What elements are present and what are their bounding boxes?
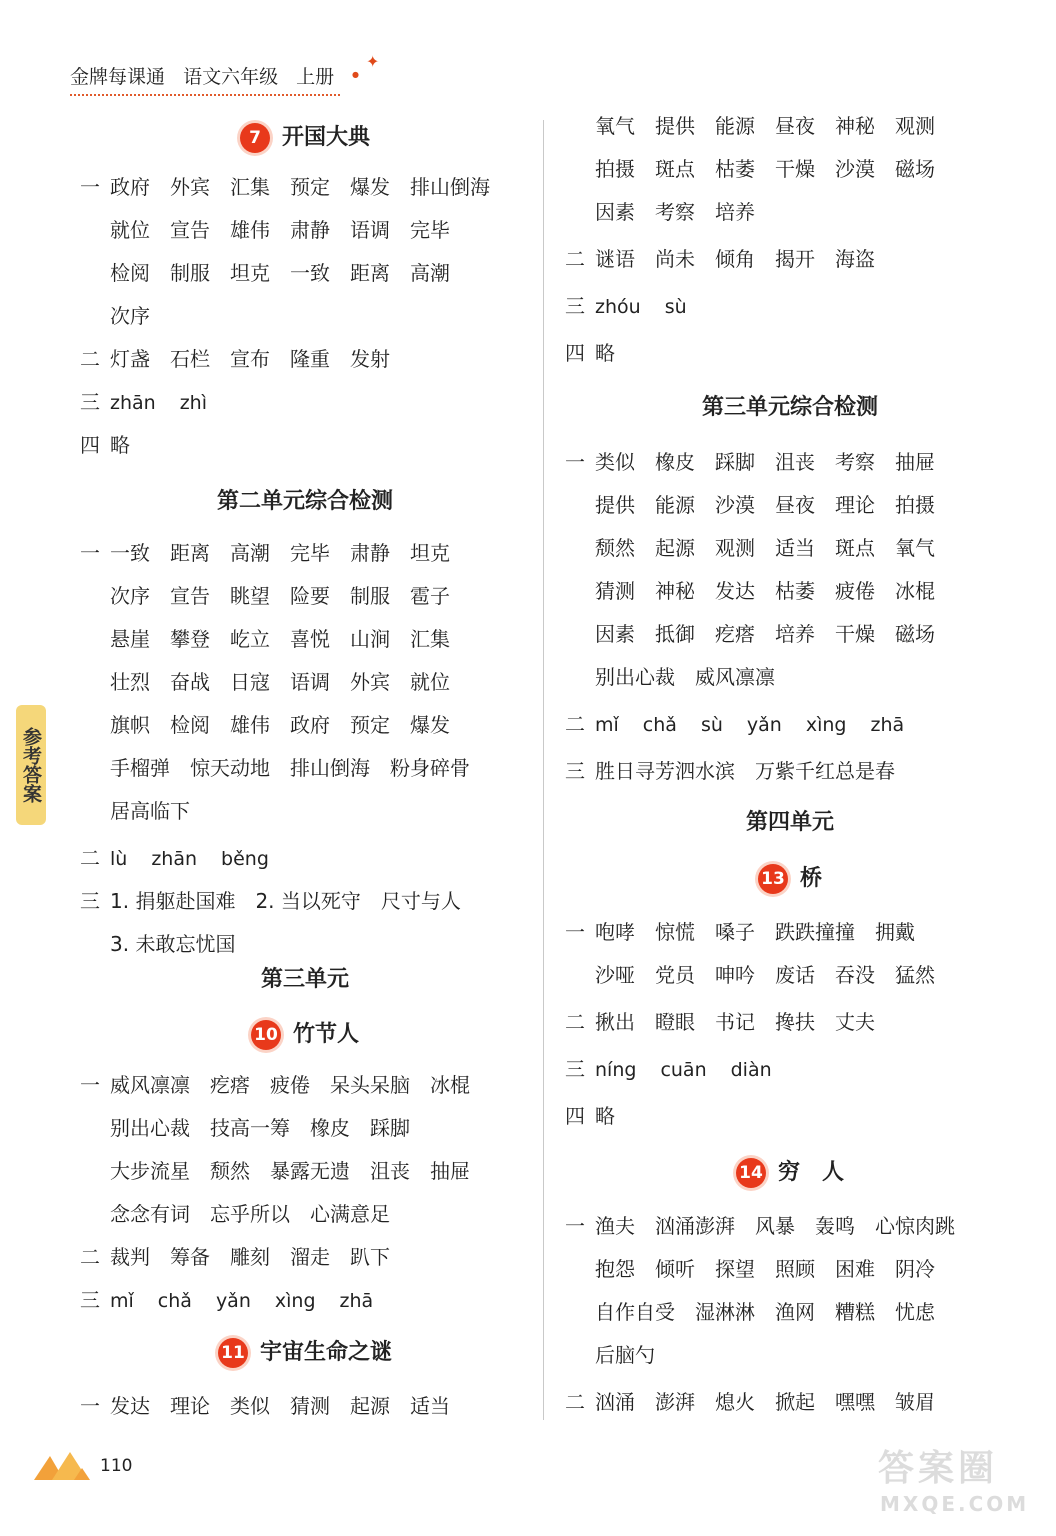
answer-word: 沙漠 — [835, 157, 875, 181]
watermark-logo: 答案圈 — [878, 1448, 999, 1489]
section-14 — [565, 1150, 1015, 1194]
question-number: 三 — [80, 1288, 100, 1312]
answer-word: 颓然 — [595, 536, 635, 560]
question-number: 三 — [565, 294, 585, 318]
answer-word: 困难 — [835, 1257, 875, 1281]
answer-word: 坦克 — [410, 541, 450, 565]
answer-word: 党员 — [655, 963, 695, 987]
answer-word: 心满意足 — [310, 1202, 390, 1226]
s11-answers — [80, 1385, 530, 1428]
question-number: 一 — [80, 175, 100, 199]
answer-text: 1. 捐躯赴国难 — [110, 889, 236, 913]
answer-word: 居高临下 — [110, 799, 190, 823]
pinyin-answer: lù — [110, 848, 128, 870]
answer-word: 抵御 — [655, 622, 695, 646]
answer-word: 宣告 — [170, 218, 210, 242]
answer-word: 探望 — [715, 1257, 755, 1281]
answer-word: 攀登 — [170, 627, 210, 651]
question-number: 二 — [80, 347, 100, 371]
answer-word: 别出心裁 — [110, 1116, 190, 1140]
answer-word: 拍摄 — [895, 493, 935, 517]
answer-word: 宣告 — [170, 584, 210, 608]
answer-word: 谜语 — [595, 247, 635, 271]
answer-word: 次序 — [110, 304, 150, 328]
answer-word: 枯萎 — [775, 579, 815, 603]
answer-word: 抽屉 — [895, 450, 935, 474]
answer-word: 肃静 — [350, 541, 390, 565]
answer-word: 理论 — [835, 493, 875, 517]
section-title: 宇宙生命之谜 — [259, 1340, 392, 1365]
answer-word: 适当 — [410, 1394, 450, 1418]
answer-word: 神秘 — [655, 579, 695, 603]
answer-word: 适当 — [775, 536, 815, 560]
answer-word: 日寇 — [230, 670, 270, 694]
answer-word: 后脑勺 — [595, 1343, 655, 1367]
s13-answers — [565, 911, 1015, 1138]
answer-word: 距离 — [350, 261, 390, 285]
answer-word: 抱怨 — [595, 1257, 635, 1281]
answer-word: 能源 — [715, 114, 755, 138]
pinyin-answer: chǎ — [157, 1290, 192, 1312]
answer-word: 咆哮 — [595, 920, 635, 944]
answer-word: 汹涌澎湃 — [655, 1214, 735, 1238]
answer-word: 石栏 — [170, 347, 210, 371]
answer-word: 就位 — [410, 670, 450, 694]
answer-word: 制服 — [170, 261, 210, 285]
answer-word: 筹备 — [170, 1245, 210, 1269]
pinyin-answer: zhā — [870, 714, 905, 736]
question-number: 二 — [80, 1245, 100, 1269]
answer-word: 屹立 — [230, 627, 270, 651]
pinyin-answer: mǐ — [595, 714, 619, 736]
answer-word: 尚未 — [655, 247, 695, 271]
answer-word: 皱眉 — [895, 1390, 935, 1414]
answer-word: 外宾 — [350, 670, 390, 694]
answer-word: 观测 — [895, 114, 935, 138]
pinyin-answer: běng — [221, 848, 269, 870]
answer-word: 念念有词 — [110, 1202, 190, 1226]
lesson-number-badge: 11 — [218, 1338, 248, 1368]
answer-word: 踩脚 — [715, 450, 755, 474]
question-number: 二 — [80, 846, 100, 870]
question-number: 一 — [80, 541, 100, 565]
pinyin-answer: zhì — [179, 392, 207, 414]
answer-word: 昼夜 — [775, 114, 815, 138]
answer-word: 磁场 — [895, 157, 935, 181]
answer-word: 完毕 — [290, 541, 330, 565]
mountain-decoration-icon — [34, 1448, 96, 1488]
answer-word: 裁判 — [110, 1245, 150, 1269]
answer-word: 肃静 — [290, 218, 330, 242]
pinyin-answer: yǎn — [215, 1290, 251, 1312]
question-number: 三 — [565, 1057, 585, 1081]
answer-word: 汇集 — [410, 627, 450, 651]
answer-word: 趴下 — [350, 1245, 390, 1269]
subject-title: 语文六年级 — [183, 66, 279, 88]
answer-word: 别出心裁 — [595, 665, 675, 689]
answer-word: 吞没 — [835, 963, 875, 987]
lesson-number-badge: 13 — [758, 864, 788, 894]
answer-word: 因素 — [595, 200, 635, 224]
answer-word: 检阅 — [110, 261, 150, 285]
question-number: 四 — [80, 433, 100, 457]
answer-word: 磁场 — [895, 622, 935, 646]
s7-q1 — [80, 166, 530, 467]
answer-word: 考察 — [655, 200, 695, 224]
answer-word: 语调 — [290, 670, 330, 694]
answer-word: 丈夫 — [835, 1010, 875, 1034]
answer-word: 忘乎所以 — [210, 1202, 290, 1226]
question-number: 一 — [80, 1073, 100, 1097]
answer-text: 略 — [110, 433, 130, 457]
answer-word: 猛然 — [895, 963, 935, 987]
answer-word: 嘿嘿 — [835, 1390, 875, 1414]
answer-word: 灯盏 — [110, 347, 150, 371]
question-number: 一 — [80, 1394, 100, 1418]
answer-word: 汇集 — [230, 175, 270, 199]
answer-word: 威风凛凛 — [695, 665, 775, 689]
pinyin-answer: zhān — [110, 392, 156, 414]
question-number: 二 — [565, 712, 585, 736]
answer-word: 粉身碎骨 — [390, 756, 470, 780]
answer-word: 神秘 — [835, 114, 875, 138]
answer-word: 排山倒海 — [410, 175, 490, 199]
section-10 — [80, 1012, 530, 1056]
s14-answers — [565, 1205, 1015, 1424]
question-number: 一 — [565, 1214, 585, 1238]
answer-word: 糟糕 — [835, 1300, 875, 1324]
question-number: 一 — [565, 920, 585, 944]
answer-word: 外宾 — [170, 175, 210, 199]
answer-word: 坦克 — [230, 261, 270, 285]
answer-word: 眺望 — [230, 584, 270, 608]
section-13 — [565, 856, 1015, 900]
answer-word: 奋战 — [170, 670, 210, 694]
answer-word: 威风凛凛 — [110, 1073, 190, 1097]
answer-word: 爆发 — [410, 713, 450, 737]
pinyin-answer: mǐ — [110, 1290, 134, 1312]
answer-word: 隆重 — [290, 347, 330, 371]
answer-word: 干燥 — [775, 157, 815, 181]
answer-word: 枯萎 — [715, 157, 755, 181]
question-number: 四 — [565, 341, 585, 365]
answer-text: 万紫千红总是春 — [755, 759, 895, 783]
answer-word: 猜测 — [290, 1394, 330, 1418]
unit2-test-title — [80, 480, 530, 524]
unit4-title — [565, 801, 1015, 845]
answer-word: 跌跌撞撞 — [775, 920, 855, 944]
answer-word: 拍摄 — [595, 157, 635, 181]
answer-word: 制服 — [350, 584, 390, 608]
pinyin-answer: sù — [700, 714, 723, 736]
answer-word: 惊慌 — [655, 920, 695, 944]
answer-word: 政府 — [290, 713, 330, 737]
question-number: 三 — [565, 759, 585, 783]
answer-word: 悬崖 — [110, 627, 150, 651]
pinyin-answer: chǎ — [642, 714, 677, 736]
answer-word: 澎湃 — [655, 1390, 695, 1414]
lesson-number-badge: 14 — [736, 1158, 766, 1188]
pinyin-answer: zhóu — [595, 296, 641, 318]
answer-word: 拥戴 — [875, 920, 915, 944]
unit3-title — [80, 958, 530, 1002]
section-7 — [80, 115, 530, 159]
unit-title: 第四单元 — [745, 810, 834, 835]
answer-word: 雄伟 — [230, 713, 270, 737]
unit-title: 第三单元 — [260, 967, 349, 992]
answer-word: 汹涌 — [595, 1390, 635, 1414]
answer-word: 呆头呆脑 — [330, 1073, 410, 1097]
answer-word: 忧虑 — [895, 1300, 935, 1324]
answer-word: 倾听 — [655, 1257, 695, 1281]
answer-word: 昼夜 — [775, 493, 815, 517]
section-11 — [80, 1330, 530, 1374]
answer-word: 高潮 — [410, 261, 450, 285]
section-title: 开国大典 — [281, 125, 370, 150]
answer-word: 发射 — [350, 347, 390, 371]
answer-word: 阴冷 — [895, 1257, 935, 1281]
answer-word: 揪出 — [595, 1010, 635, 1034]
answer-word: 废话 — [775, 963, 815, 987]
pinyin-answer: zhā — [339, 1290, 374, 1312]
question-number: 二 — [565, 1010, 585, 1034]
pinyin-answer: diàn — [730, 1059, 772, 1081]
answer-word: 培养 — [715, 200, 755, 224]
answer-word: 溜走 — [290, 1245, 330, 1269]
pinyin-answer: cuān — [660, 1059, 707, 1081]
answer-word: 橡皮 — [655, 450, 695, 474]
answer-word: 疙瘩 — [210, 1073, 250, 1097]
section-title: 第二单元综合检测 — [216, 489, 393, 514]
answer-word: 因素 — [595, 622, 635, 646]
answer-word: 疲倦 — [835, 579, 875, 603]
answer-word: 类似 — [595, 450, 635, 474]
answer-word: 沙漠 — [715, 493, 755, 517]
answer-word: 就位 — [110, 218, 150, 242]
answer-word: 旗帜 — [110, 713, 150, 737]
answer-word: 能源 — [655, 493, 695, 517]
book-title: 金牌每课通 — [70, 66, 166, 88]
lesson-number-badge: 10 — [251, 1020, 281, 1050]
answer-word: 轰鸣 — [815, 1214, 855, 1238]
question-number: 二 — [565, 247, 585, 271]
answer-word: 熄火 — [715, 1390, 755, 1414]
answer-word: 类似 — [230, 1394, 270, 1418]
answer-word: 政府 — [110, 175, 150, 199]
s10-answers — [80, 1064, 530, 1322]
pinyin-answer: xìng — [805, 714, 847, 736]
answer-word: 心惊肉跳 — [875, 1214, 955, 1238]
u3-test-answers — [565, 441, 1015, 793]
pinyin-answer: zhān — [151, 848, 198, 870]
u2-answers — [80, 532, 530, 966]
sparkle-small-icon: ● — [352, 70, 359, 79]
section-title: 桥 — [799, 866, 822, 891]
answer-word: 起源 — [655, 536, 695, 560]
column-divider — [543, 120, 544, 1420]
side-tab-answers: 参考答案 — [16, 705, 46, 825]
answer-word: 呻吟 — [715, 963, 755, 987]
answer-word: 预定 — [290, 175, 330, 199]
answer-word: 险要 — [290, 584, 330, 608]
answer-word: 爆发 — [350, 175, 390, 199]
answer-word: 理论 — [170, 1394, 210, 1418]
answer-word: 橡皮 — [310, 1116, 350, 1140]
s11-continued — [565, 105, 1015, 375]
answer-text: 2. 当以死守 — [255, 889, 361, 913]
answer-word: 距离 — [170, 541, 210, 565]
sparkle-icon: ✦ — [366, 52, 380, 71]
answer-word: 沮丧 — [775, 450, 815, 474]
answer-word: 瞪眼 — [655, 1010, 695, 1034]
volume-title: 上册 — [296, 66, 335, 88]
answer-word: 疙瘩 — [715, 622, 755, 646]
answer-word: 宣布 — [230, 347, 270, 371]
answer-text: 尺寸与人 — [380, 889, 461, 913]
answer-word: 发达 — [110, 1394, 150, 1418]
answer-word: 揭开 — [775, 247, 815, 271]
answer-word: 技高一筹 — [210, 1116, 290, 1140]
answer-word: 沮丧 — [370, 1159, 410, 1183]
answer-text: 略 — [595, 1104, 615, 1128]
answer-word: 发达 — [715, 579, 755, 603]
pinyin-answer: níng — [595, 1059, 637, 1081]
watermark-url: MXQE.COM — [880, 1492, 1030, 1516]
answer-word: 沙哑 — [595, 963, 635, 987]
answer-text: 3. 未敢忘忧国 — [110, 932, 236, 956]
answer-word: 大步流星 — [110, 1159, 190, 1183]
page-header — [70, 62, 334, 89]
answer-word: 次序 — [110, 584, 150, 608]
unit3-test-title — [565, 386, 1015, 430]
answer-word: 嗓子 — [715, 920, 755, 944]
answer-word: 斑点 — [655, 157, 695, 181]
answer-word: 排山倒海 — [290, 756, 370, 780]
answer-word: 掀起 — [775, 1390, 815, 1414]
answer-word: 倾角 — [715, 247, 755, 271]
answer-word: 渔夫 — [595, 1214, 635, 1238]
answer-word: 山涧 — [350, 627, 390, 651]
answer-word: 手榴弹 — [110, 756, 170, 780]
answer-word: 观测 — [715, 536, 755, 560]
pinyin-answer: xìng — [274, 1290, 316, 1312]
page-number: 110 — [100, 1456, 133, 1476]
answer-word: 检阅 — [170, 713, 210, 737]
answer-word: 完毕 — [410, 218, 450, 242]
pinyin-answer: sù — [664, 296, 687, 318]
answer-word: 高潮 — [230, 541, 270, 565]
answer-text: 略 — [595, 341, 615, 365]
answer-word: 干燥 — [835, 622, 875, 646]
section-title: 竹节人 — [292, 1022, 359, 1047]
answer-word: 踩脚 — [370, 1116, 410, 1140]
answer-word: 语调 — [350, 218, 390, 242]
answer-word: 湿淋淋 — [695, 1300, 755, 1324]
answer-word: 惊天动地 — [190, 756, 270, 780]
question-number: 一 — [565, 450, 585, 474]
lesson-number-badge: 7 — [240, 123, 270, 153]
answer-word: 提供 — [595, 493, 635, 517]
answer-word: 一致 — [110, 541, 150, 565]
question-number: 四 — [565, 1104, 585, 1128]
answer-word: 书记 — [715, 1010, 755, 1034]
question-number: 三 — [80, 889, 100, 913]
answer-word: 预定 — [350, 713, 390, 737]
question-number: 三 — [80, 390, 100, 414]
answer-word: 暴露无遗 — [270, 1159, 350, 1183]
answer-word: 考察 — [835, 450, 875, 474]
section-title: 第三单元综合检测 — [701, 395, 878, 420]
answer-word: 颓然 — [210, 1159, 250, 1183]
answer-word: 冰棍 — [430, 1073, 470, 1097]
section-title: 穷 人 — [777, 1160, 844, 1185]
answer-word: 冰棍 — [895, 579, 935, 603]
answer-word: 搀扶 — [775, 1010, 815, 1034]
answer-word: 猜测 — [595, 579, 635, 603]
answer-word: 渔网 — [775, 1300, 815, 1324]
pinyin-answer: yǎn — [746, 714, 782, 736]
answer-word: 起源 — [350, 1394, 390, 1418]
answer-word: 自作自受 — [595, 1300, 675, 1324]
answer-word: 雕刻 — [230, 1245, 270, 1269]
header-underline — [70, 94, 340, 96]
answer-word: 氧气 — [595, 114, 635, 138]
answer-word: 一致 — [290, 261, 330, 285]
answer-word: 雄伟 — [230, 218, 270, 242]
answer-word: 培养 — [775, 622, 815, 646]
answer-word: 抽屉 — [430, 1159, 470, 1183]
answer-word: 海盗 — [835, 247, 875, 271]
answer-word: 斑点 — [835, 536, 875, 560]
answer-word: 喜悦 — [290, 627, 330, 651]
question-number: 二 — [565, 1390, 585, 1414]
answer-word: 提供 — [655, 114, 695, 138]
answer-text: 胜日寻芳泗水滨 — [595, 759, 735, 783]
answer-word: 照顾 — [775, 1257, 815, 1281]
answer-word: 疲倦 — [270, 1073, 310, 1097]
answer-word: 氧气 — [895, 536, 935, 560]
answer-word: 雹子 — [410, 584, 450, 608]
answer-word: 风暴 — [755, 1214, 795, 1238]
answer-word: 壮烈 — [110, 670, 150, 694]
